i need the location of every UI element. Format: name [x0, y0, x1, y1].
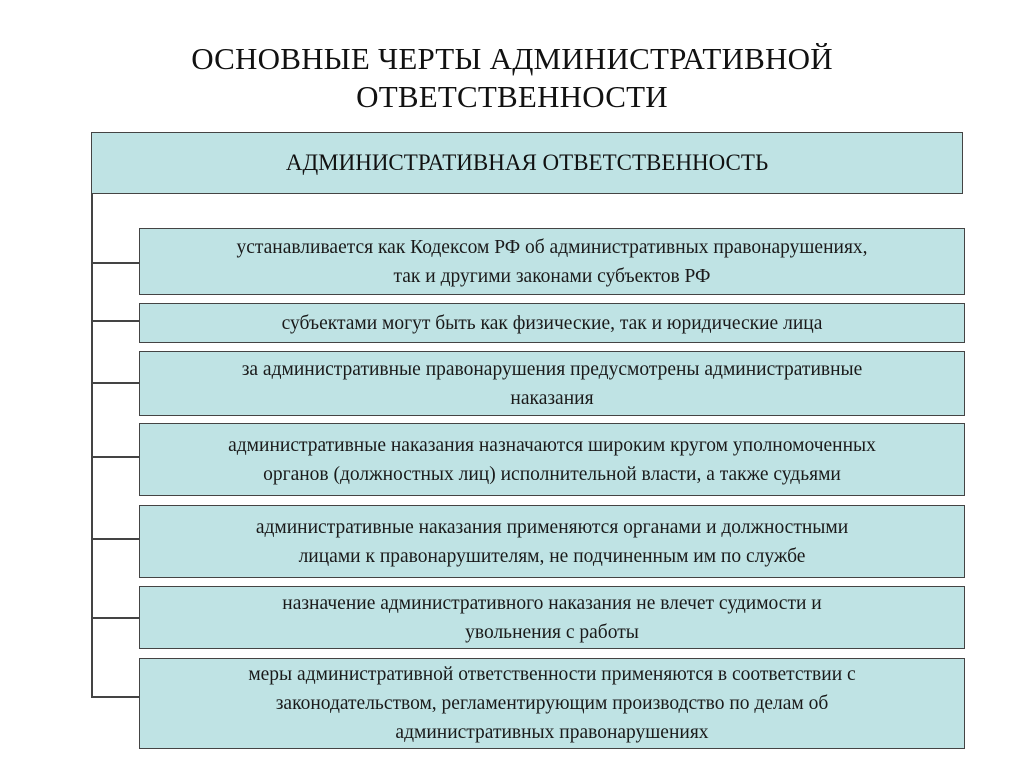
feature-5-line-2: лицами к правонарушителям, не подчиненным им по службе — [298, 545, 806, 567]
feature-5-line-1: административные наказания применяются органами и должностными — [255, 516, 849, 538]
feature-box-4 — [139, 423, 965, 496]
feature-1-line-2: так и другими законами субъектов РФ — [393, 265, 711, 287]
feature-7-line-2: законодательством, регламентирующим производство по делам об — [275, 693, 829, 714]
connector-trunk — [91, 194, 93, 697]
connector-branch-2 — [91, 320, 139, 322]
connector-branch-6 — [91, 617, 139, 619]
feature-6-line-1: назначение административного наказания не влечет судимости и — [282, 592, 822, 614]
feature-4-line-1: административные наказания назначаются широким кругом уполномоченных — [228, 434, 876, 456]
feature-6-line-2: увольнения с работы — [465, 621, 639, 643]
header-label: АДМИНИСТРАТИВНАЯ ОТВЕТСТВЕННОСТЬ — [285, 150, 769, 175]
page-title — [0, 40, 1024, 116]
feature-box-7 — [139, 658, 965, 749]
feature-4-line-2: органов (должностных лиц) исполнительной власти, а также судьями — [263, 463, 841, 485]
feature-box-6 — [139, 586, 965, 649]
connector-branch-1 — [91, 262, 139, 264]
feature-box-5 — [139, 505, 965, 578]
feature-box-2 — [139, 303, 965, 343]
feature-box-1 — [139, 228, 965, 295]
connector-branch-3 — [91, 382, 139, 384]
connector-branch-5 — [91, 538, 139, 540]
feature-2-line-1: субъектами могут быть как физические, так и юридические лица — [281, 312, 823, 334]
feature-box-3 — [139, 351, 965, 416]
connector-branch-7 — [91, 696, 139, 698]
feature-3-line-2: наказания — [510, 387, 594, 409]
feature-1-line-1: устанавливается как Кодексом РФ об административных правонарушениях, — [236, 236, 868, 258]
header-box — [91, 132, 963, 194]
feature-3-line-1: за административные правонарушения предусмотрены административные — [241, 358, 863, 380]
feature-7-line-1: меры административной ответственности применяются в соответствии с — [248, 664, 856, 685]
connector-branch-4 — [91, 456, 139, 458]
title-line-1: ОСНОВНЫЕ ЧЕРТЫ АДМИНИСТРАТИВНОЙ — [191, 41, 833, 76]
feature-7-line-3: административных правонарушениях — [395, 722, 709, 743]
title-line-2: ОТВЕТСТВЕННОСТИ — [356, 79, 668, 114]
